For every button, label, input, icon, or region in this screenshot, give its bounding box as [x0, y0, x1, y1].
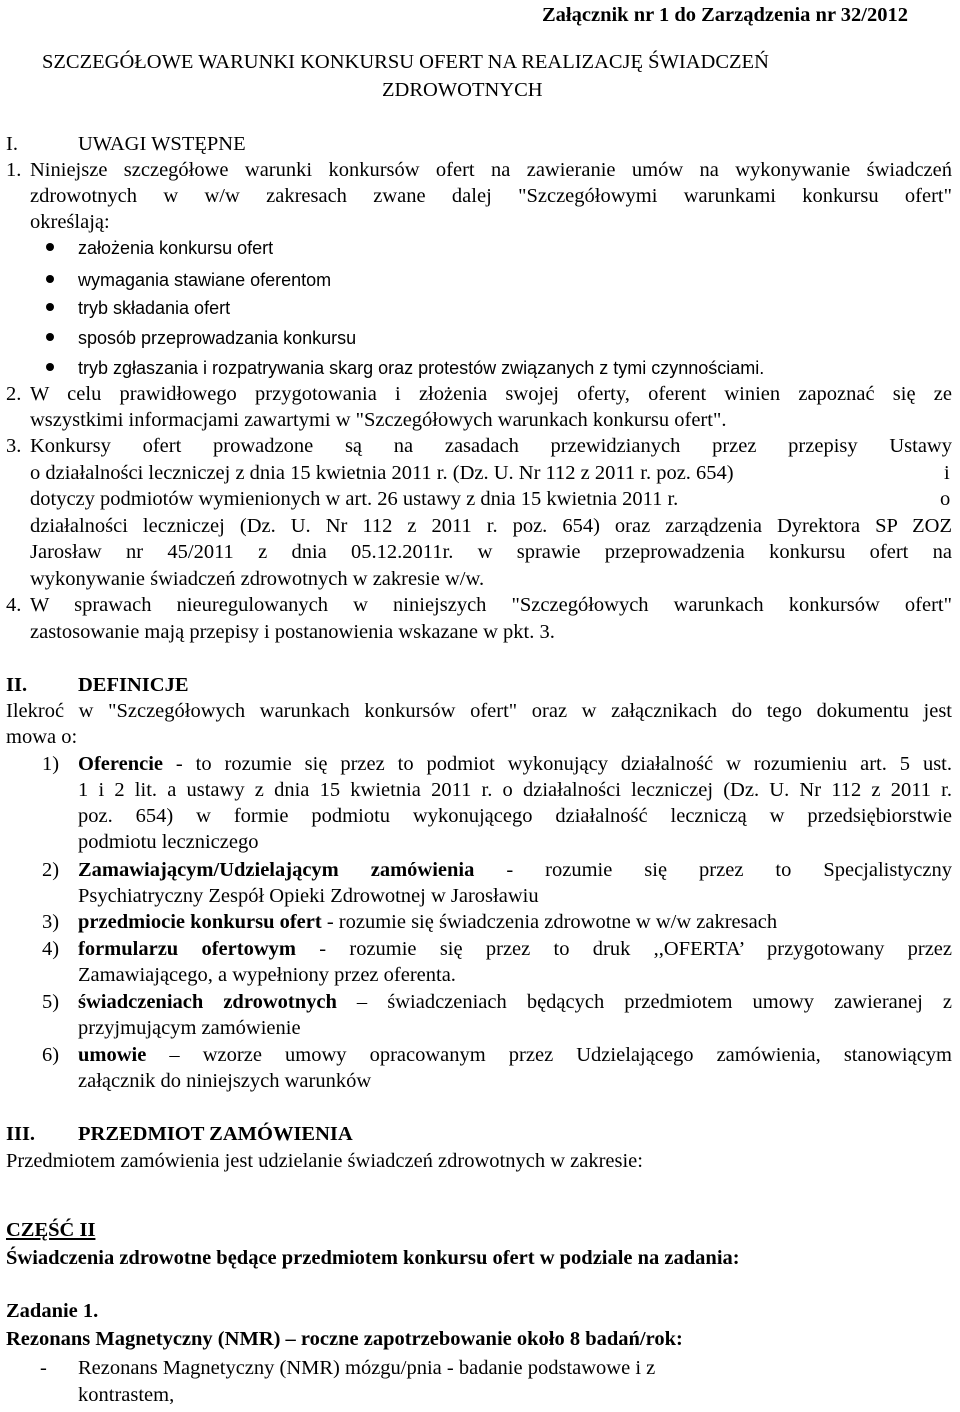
definition-term: świadczeniach zdrowotnych	[78, 991, 337, 1013]
task-heading: Zadanie 1.	[6, 1300, 99, 1322]
definition-line	[78, 751, 952, 777]
item-number: 2.	[6, 383, 22, 405]
definition-text: – wzorze umowy opracowanym przez Udzielającego zamówienia, stanowiącym	[146, 1044, 952, 1066]
section-heading: DEFINICJE	[78, 674, 189, 696]
definition-number: 6)	[42, 1044, 60, 1066]
paragraph-line: o działalności leczniczej z dnia 15 kwietnia 2011 r. (Dz. U. Nr 112 z 2011 r. poz. 654)	[30, 462, 734, 484]
definition-line	[78, 909, 777, 935]
paragraph-line: określają:	[30, 211, 110, 233]
section-number: I.	[6, 133, 18, 155]
part-subheading: Świadczenia zdrowotne będące przedmiotem konkursu ofert w podziale na zadania:	[6, 1247, 740, 1269]
paragraph-line: wszystkimi informacjami zawartymi w "Szczegółowych warunkach konkursu ofert".	[30, 409, 727, 431]
list-item: sposób przeprowadzania konkursu	[78, 328, 357, 348]
list-item: założenia konkursu ofert	[78, 238, 274, 258]
definition-number: 2)	[42, 859, 60, 881]
document-title-line1: SZCZEGÓŁOWE WARUNKI KONKURSU OFERT NA REALIZACJĘ ŚWIADCZEŃ	[42, 51, 769, 73]
definition-line	[78, 936, 952, 962]
definition-line	[78, 989, 952, 1015]
definition-line: załącznik do niniejszych warunków	[78, 1070, 372, 1092]
definition-text: - rozumie się świadczenia zdrowotne w w/w zakresach	[321, 911, 778, 933]
definition-term: przedmiocie konkursu ofert	[78, 911, 322, 933]
paragraph-line: wykonywanie świadczeń zdrowotnych w zakresie w/w.	[30, 568, 485, 590]
list-item: wymagania stawiane oferentom	[78, 270, 332, 290]
list-item: tryb składania ofert	[78, 298, 231, 318]
definition-line	[78, 1042, 952, 1068]
item-number: 1.	[6, 159, 22, 181]
bullet-icon	[46, 333, 54, 341]
definition-term: umowie	[78, 1044, 147, 1066]
paragraph-line: działalności leczniczej (Dz. U. Nr 112 z 2011 r. poz. 654) oraz zarządzenia Dyrektora SP ZOZ	[30, 515, 952, 537]
definition-number: 1)	[42, 753, 60, 775]
list-item: tryb zgłaszania i rozpatrywania skarg oraz protestów związanych z tymi czynnościami.	[78, 358, 765, 378]
paragraph-line: zastosowanie mają przepisy i postanowienia wskazane w pkt. 3.	[30, 621, 555, 643]
paragraph-line: i	[944, 462, 950, 484]
paragraph-line: o	[940, 488, 951, 510]
definition-line: przyjmującym zamówienie	[78, 1017, 301, 1039]
definition-line: 1 i 2 lit. a ustawy z dnia 15 kwietnia 2011 r. o działalności leczniczej (Dz. U. Nr 112 z 2011 r.	[78, 779, 952, 801]
definition-text: – świadczeniach będących przedmiotem umowy zawieranej z	[336, 991, 952, 1013]
definition-number: 3)	[42, 911, 60, 933]
bullet-icon	[46, 363, 54, 371]
paragraph-line: W celu prawidłowego przygotowania i złożenia swojej oferty, oferent winien zapoznać się ze	[30, 383, 952, 405]
paragraph-line: zdrowotnych w w/w zakresach zwane dalej "Szczegółowymi warunkami konkursu ofert"	[30, 185, 952, 207]
paragraph-line: Konkursy ofert prowadzone są na zasadach przewidzianych przez przepisy Ustawy	[30, 435, 952, 457]
paragraph-line: W sprawach nieuregulowanych w niniejszych "Szczegółowych warunkach konkursów ofert"	[30, 594, 952, 616]
definition-number: 4)	[42, 938, 60, 960]
list-item: Rezonans Magnetyczny (NMR) mózgu/pnia - badanie podstawowe i z	[78, 1357, 656, 1379]
definition-term: formularzu ofertowym	[78, 938, 296, 960]
definition-line: Zamawiającego, a wypełniony przez oferenta.	[78, 964, 456, 986]
definition-line	[78, 857, 952, 883]
definition-line: podmiotu leczniczego	[78, 831, 259, 853]
annex-label: Załącznik nr 1 do Zarządzenia nr 32/2012	[542, 4, 908, 26]
document-title-line2: ZDROWOTNYCH	[382, 79, 543, 101]
part-heading: CZĘŚĆ II	[6, 1219, 96, 1241]
list-dash: -	[40, 1357, 47, 1379]
paragraph-line: dotyczy podmiotów wymienionych w art. 26 ustawy z dnia 15 kwietnia 2011 r.	[30, 488, 679, 510]
section-number: II.	[6, 674, 28, 696]
definition-text: - rozumie się przez to druk ,,OFERTA’ przygotowany przez	[295, 938, 952, 960]
list-item: kontrastem,	[78, 1384, 175, 1406]
definition-term: Zamawiającym/Udzielającym zamówienia	[78, 859, 475, 881]
section-heading: PRZEDMIOT ZAMÓWIENIA	[78, 1123, 353, 1145]
definition-term: Oferencie	[78, 753, 163, 775]
paragraph-line: Niniejsze szczegółowe warunki konkursów ofert na zawieranie umów na wykonywanie świadczeń	[30, 159, 952, 181]
section-heading: UWAGI WSTĘPNE	[78, 133, 246, 155]
bullet-icon	[46, 275, 54, 283]
item-number: 4.	[6, 594, 22, 616]
item-number: 3.	[6, 435, 22, 457]
definition-number: 5)	[42, 991, 60, 1013]
paragraph-line: mowa o:	[6, 726, 78, 748]
paragraph-line: Jarosław nr 45/2011 z dnia 05.12.2011r. w sprawie przeprowadzenia konkursu ofert na	[30, 541, 952, 563]
paragraph-line: Ilekroć w "Szczegółowych warunkach konkursów ofert" oraz w załącznikach do tego dokumentu jest	[6, 700, 952, 722]
definition-line: Psychiatryczny Zespół Opieki Zdrowotnej w Jarosławiu	[78, 885, 539, 907]
task-title: Rezonans Magnetyczny (NMR) – roczne zapotrzebowanie około 8 badań/rok:	[6, 1328, 683, 1350]
definition-text: - rozumie się przez to Specjalistyczny	[474, 859, 952, 881]
bullet-icon	[46, 243, 54, 251]
paragraph-line: Przedmiotem zamówienia jest udzielanie świadczeń zdrowotnych w zakresie:	[6, 1150, 643, 1172]
section-number: III.	[6, 1123, 36, 1145]
definition-text: - to rozumie się przez to podmiot wykonujący działalność w rozumieniu art. 5 ust.	[163, 753, 952, 775]
definition-line: poz. 654) w formie podmiotu wykonującego działalność leczniczą w przedsiębiorstwie	[78, 805, 952, 827]
bullet-icon	[46, 303, 54, 311]
